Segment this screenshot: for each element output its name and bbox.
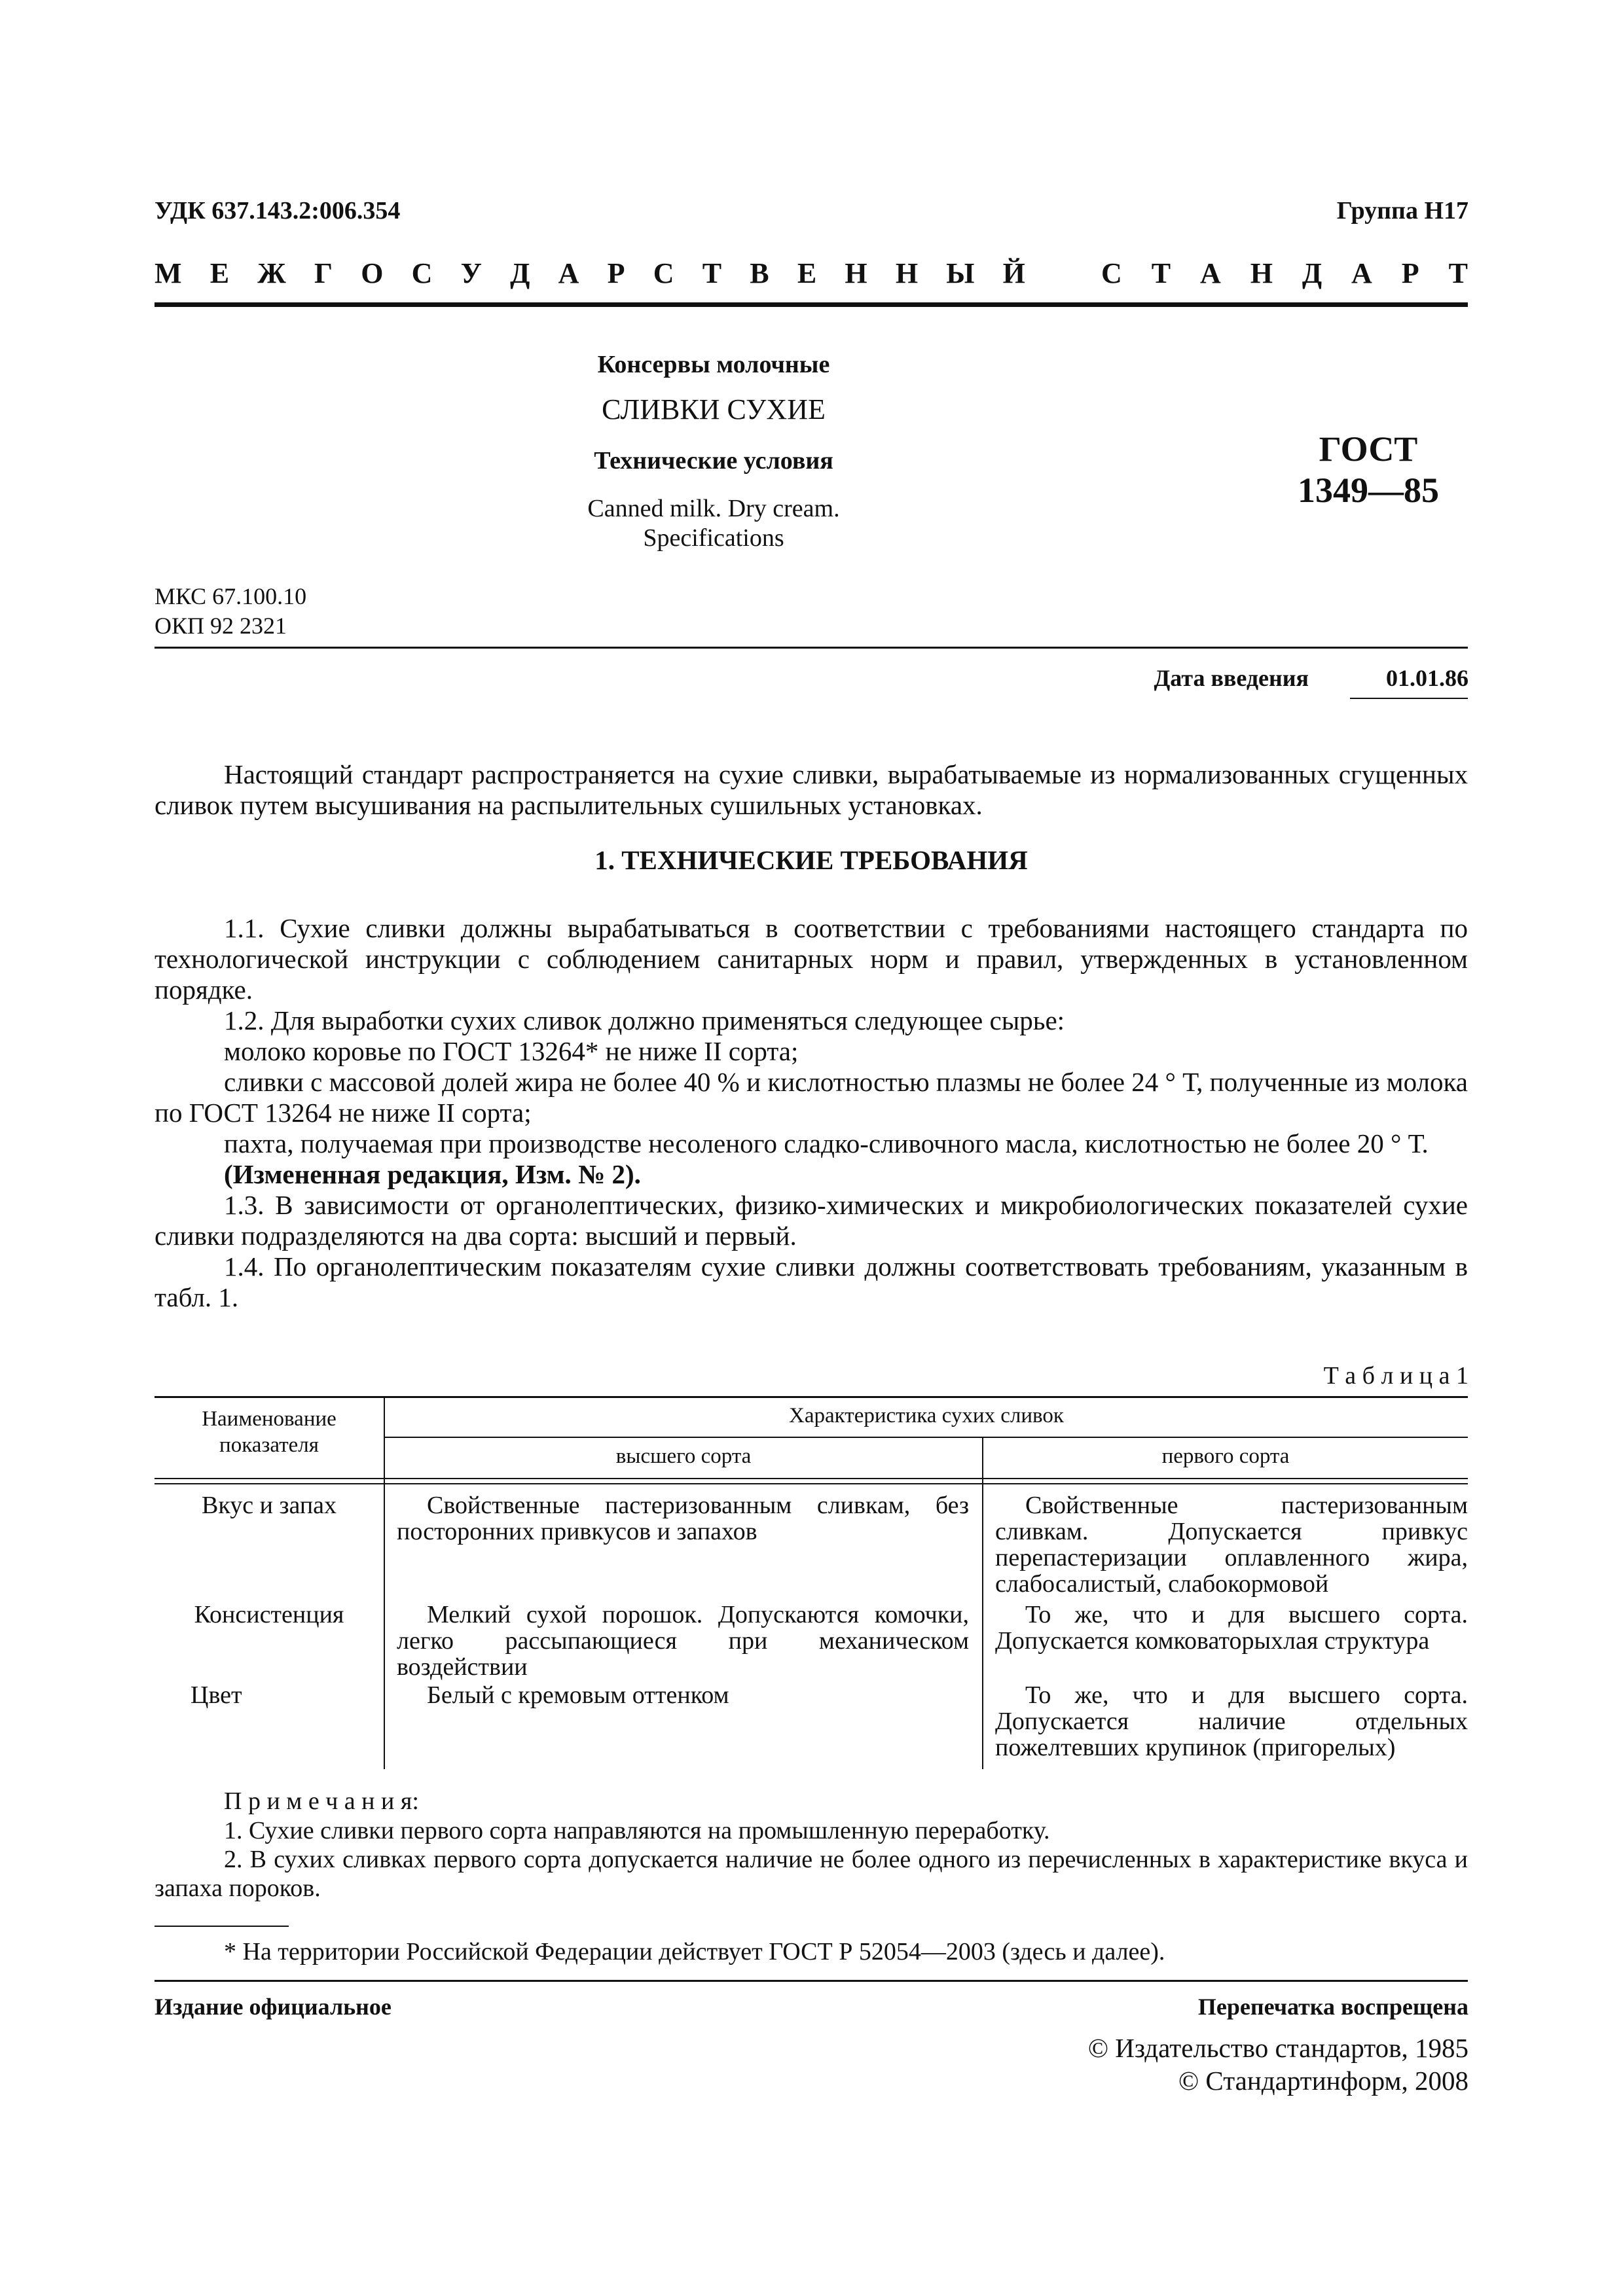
amendment-note: (Измененная редакция, Изм. № 2). — [224, 1159, 641, 1189]
row-first — [995, 1682, 1468, 1761]
category-title: Консервы молочные — [597, 351, 830, 378]
note-2: 2. В сухих сливках первого сорта допускается наличие не более одного из перечисленных в характеристике вкуса и запаха пороков. — [155, 1846, 1468, 1902]
row-name-text: Цвет — [191, 1681, 242, 1709]
table-top-rule — [155, 1396, 1468, 1398]
para-1-2c: пахта, получаемая при производстве несоленого сладко-сливочного масла, кислотностью не более 20 ° Т. — [224, 1128, 1429, 1158]
para-1-2a: молоко коровье по ГОСТ 13264* не ниже II сорта; — [224, 1036, 799, 1066]
banner — [155, 257, 1468, 293]
cell-text: То же, что и для высшего сорта. Допускается комковаторыхлая структура — [995, 1601, 1468, 1655]
section-heading: 1. ТЕХНИЧЕСКИЕ ТРЕБОВАНИЯ — [594, 845, 1028, 875]
row-name — [155, 1682, 384, 1708]
gost-label: ГОСТ — [1319, 429, 1418, 469]
cell-text: Свойственные пастеризованным сливкам. Допускается привкус перепастеризации оплавленного жира, слабосалистый, слабокормовой — [995, 1492, 1468, 1598]
banner-letter: Е — [210, 257, 230, 289]
table-caption: Т а б л и ц а 1 — [1323, 1362, 1468, 1390]
banner-letter: Н — [1250, 257, 1273, 289]
row-name: Вкус и запах — [201, 1492, 337, 1519]
banner-letter: Д — [510, 257, 530, 289]
banner-letter: Ы — [946, 257, 975, 289]
gost-number: 1349—85 — [1298, 471, 1439, 510]
banner-left — [155, 257, 1025, 290]
reprint-notice: Перепечатка воспрещена — [1197, 1994, 1468, 2020]
section1-body — [155, 913, 1468, 1313]
subtitle: Технические условия — [594, 447, 833, 475]
product-name: СЛИВКИ СУХИЕ — [602, 393, 826, 425]
banner-letter: В — [750, 257, 769, 289]
banner-letter: Й — [1002, 257, 1025, 289]
banner-letter: О — [361, 257, 384, 289]
cell-text: То же, что и для высшего сорта. Допускается наличие отдельных пожелтевших крупинок (пригорелых) — [995, 1681, 1468, 1761]
row-name: Консистенция — [194, 1601, 344, 1628]
date-underline — [1350, 698, 1468, 699]
footer-rule — [155, 1980, 1468, 1982]
row-high — [397, 1602, 969, 1680]
banner-letter: А — [1351, 257, 1372, 289]
table-vline-2 — [982, 1437, 983, 1769]
cell-text: Мелкий сухой порошок. Допускаются комочки, легко рассыпающиеся при механическом воздействии — [397, 1601, 969, 1681]
date-label: Дата введения — [1154, 665, 1309, 691]
udk-code: УДК 637.143.2:006.354 — [155, 197, 401, 224]
footnote-rule — [155, 1926, 289, 1927]
banner-right — [1101, 257, 1468, 290]
copyright-1985: © Издательство стандартов, 1985 — [1087, 2033, 1468, 2063]
note-1: 1. Сухие сливки первого сорта направляются на промышленную переработку. — [224, 1817, 1050, 1844]
banner-letter: Н — [845, 257, 867, 289]
banner-letter: Г — [314, 257, 333, 289]
col-header-high: высшего сорта — [615, 1444, 752, 1468]
row-high — [397, 1682, 969, 1708]
banner-letter: Ж — [257, 257, 286, 289]
table-header-rule-2 — [155, 1483, 1468, 1484]
banner-letter: А — [558, 257, 579, 289]
banner-letter: Т — [1151, 257, 1171, 289]
banner-letter: С — [1101, 257, 1122, 289]
banner-letter: С — [411, 257, 433, 289]
cell-text: Свойственные пастеризованным сливкам, без посторонних привкусов и запахов — [397, 1492, 969, 1545]
banner-letter: Е — [797, 257, 817, 289]
codes-rule — [155, 647, 1468, 649]
para-1-2b: сливки с массовой долей жира не более 40 % и кислотностью плазмы не более 24 ° Т, полученные из молока по ГОСТ 13264 не ниже II сорта; — [155, 1067, 1468, 1128]
col-header-first: первого сорта — [1161, 1444, 1290, 1468]
cell-text: Белый с кремовым оттенком — [427, 1681, 729, 1709]
table-group-rule — [384, 1437, 1468, 1438]
para-1-3: 1.3. В зависимости от органолептических, физико-химических и микробиологических показателей сухие сливки подразделяются на два сорта: высший и первый. — [155, 1190, 1468, 1251]
banner-letter: У — [460, 257, 482, 289]
intro-paragraph: Настоящий стандарт распространяется на сухие сливки, вырабатываемые из нормализованных сгущенных сливок путем высушивания на распылительных сушильных установках. — [155, 759, 1468, 820]
banner-letter: М — [155, 257, 182, 289]
banner-letter: А — [1199, 257, 1221, 289]
mks-code: МКС 67.100.10 — [155, 583, 307, 609]
para-1-4: 1.4. По органолептическим показателям сухие сливки должны соответствовать требованиям, указанным в табл. 1. — [155, 1251, 1468, 1312]
banner-letter: Т — [702, 257, 722, 289]
row-first — [995, 1492, 1468, 1597]
banner-letter: Т — [1448, 257, 1468, 289]
notes-heading: П р и м е ч а н и я: — [224, 1787, 419, 1815]
table-header-rule-1 — [155, 1478, 1468, 1479]
banner-letter: Д — [1302, 257, 1322, 289]
banner-letter: С — [653, 257, 674, 289]
banner-letter: Н — [895, 257, 919, 289]
english-title-line1: Canned milk. Dry cream. — [587, 495, 840, 522]
col-header-group: Характеристика сухих сливок — [789, 1404, 1064, 1427]
english-title-line2: Specifications — [643, 524, 784, 552]
header-rule — [155, 302, 1468, 307]
col-header-name: Наименование показателя — [202, 1407, 337, 1457]
banner-letter: Р — [607, 257, 625, 289]
okp-code: ОКП 92 2321 — [155, 613, 287, 639]
copyright-2008: © Стандартинформ, 2008 — [1178, 2066, 1468, 2096]
group-code: Группа Н17 — [1336, 197, 1468, 224]
row-high — [397, 1492, 969, 1545]
para-1-2: 1.2. Для выработки сухих сливок должно применяться следующее сырье: — [224, 1005, 1065, 1035]
banner-letter: Р — [1401, 257, 1419, 289]
row-first — [995, 1602, 1468, 1654]
footnote: * На территории Российской Федерации действует ГОСТ Р 52054—2003 (здесь и далее). — [224, 1938, 1165, 1965]
date-value: 01.01.86 — [1386, 665, 1468, 691]
para-1-1: 1.1. Сухие сливки должны вырабатываться в соответствии с требованиями настоящего стандарта по технологической инструкции с соблюдением санитарных норм и правил, утвержденных в установленном порядке. — [155, 913, 1468, 1005]
notes — [155, 1816, 1468, 1903]
intro — [155, 759, 1468, 821]
official-edition: Издание официальное — [155, 1994, 392, 2020]
